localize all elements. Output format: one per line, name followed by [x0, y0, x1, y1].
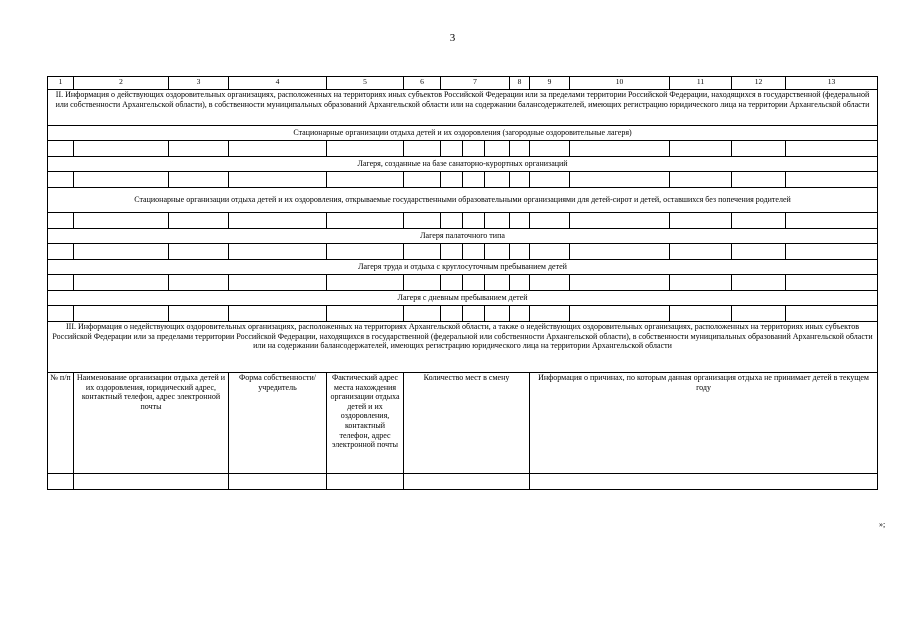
section-iii-title: III. Информация о недействующих оздоровительных организациях, расположенных на территориях Архангельской области, а также о недействующих оздоровительных организациях, расположенных на территориях иных субъектов Российской Федерации или за пределами территории Российской Федерации, находящихся в государственной (федеральной или собственности Архангельской области), в собственности муниципальных образований Архангельской области или на содержании балансодержателей, имеющих регистрацию юридического лица на территории Архангельской области: [48, 322, 878, 373]
subheading-day-camps: Лагеря с дневным пребыванием детей: [48, 291, 878, 306]
column-number: 8: [510, 77, 530, 90]
column-number: 5: [327, 77, 404, 90]
col-capacity-header: Количество мест в смену: [404, 373, 530, 474]
column-number: 7: [441, 77, 510, 90]
column-number: 2: [74, 77, 169, 90]
col-name-header: Наименование организации отдыха детей и их оздоровления, юридический адрес, контактный телефон, адрес электронной почты: [74, 373, 229, 474]
column-number: 10: [570, 77, 670, 90]
section-iii-header-row: [48, 373, 878, 474]
subheading-row: [48, 126, 878, 141]
column-number: 11: [670, 77, 732, 90]
empty-row: [48, 244, 878, 260]
empty-row: [48, 474, 878, 490]
column-number: 9: [530, 77, 570, 90]
section-ii-row: [48, 90, 878, 126]
subheading-row: [48, 260, 878, 275]
section-iii-row: [48, 322, 878, 373]
empty-row: [48, 141, 878, 157]
subheading-orphan-camps: Стационарные организации отдыха детей и их оздоровления, открываемые государственными образовательными организациями для детей-сирот и детей, оставшихся без попечения родителей: [48, 188, 878, 213]
subheading-row: [48, 188, 878, 213]
subheading-row: [48, 229, 878, 244]
col-num-header: № п/п: [48, 373, 74, 474]
subheading-sanatorium-camps: Лагеря, созданные на базе санаторно-курортных организаций: [48, 157, 878, 172]
col-ownership-header: Форма собственности/ учредитель: [229, 373, 327, 474]
empty-row: [48, 172, 878, 188]
column-number: 12: [732, 77, 786, 90]
closing-quote-mark: »;: [879, 520, 886, 529]
col-reasons-header: Информация о причинах, по которым данная организация отдыха не принимает детей в текущем году: [530, 373, 878, 474]
page-number: 3: [449, 32, 456, 44]
subheading-tent-camps: Лагеря палаточного типа: [48, 229, 878, 244]
empty-row: [48, 213, 878, 229]
section-ii-title: II. Информация о действующих оздоровительных организациях, расположенных на территориях иных субъектов Российской Федерации или за пределами территории Российской Федерации, находящихся в государственной (федеральной или собственности Архангельской области), в собственности муниципальных образований Архангельской области или на содержании балансодержателей, имеющих регистрацию юридического лица на территории Архангельской области: [48, 90, 878, 126]
column-number: 4: [229, 77, 327, 90]
col-actual-address-header: Фактический адрес места нахождения организации отдыха детей и их оздоровления, контактный телефон, адрес электронной почты: [327, 373, 404, 474]
column-number: 1: [48, 77, 74, 90]
column-number-row: [48, 77, 878, 90]
column-number: 13: [786, 77, 878, 90]
column-number: 3: [169, 77, 229, 90]
form-table: [47, 76, 878, 490]
column-number: 6: [404, 77, 441, 90]
subheading-labor-camps: Лагеря труда и отдыха с круглосуточным пребыванием детей: [48, 260, 878, 275]
subheading-row: [48, 291, 878, 306]
empty-row: [48, 275, 878, 291]
subheading-stationary-camps: Стационарные организации отдыха детей и их оздоровления (загородные оздоровительные лагеря): [48, 126, 878, 141]
empty-row: [48, 306, 878, 322]
subheading-row: [48, 157, 878, 172]
